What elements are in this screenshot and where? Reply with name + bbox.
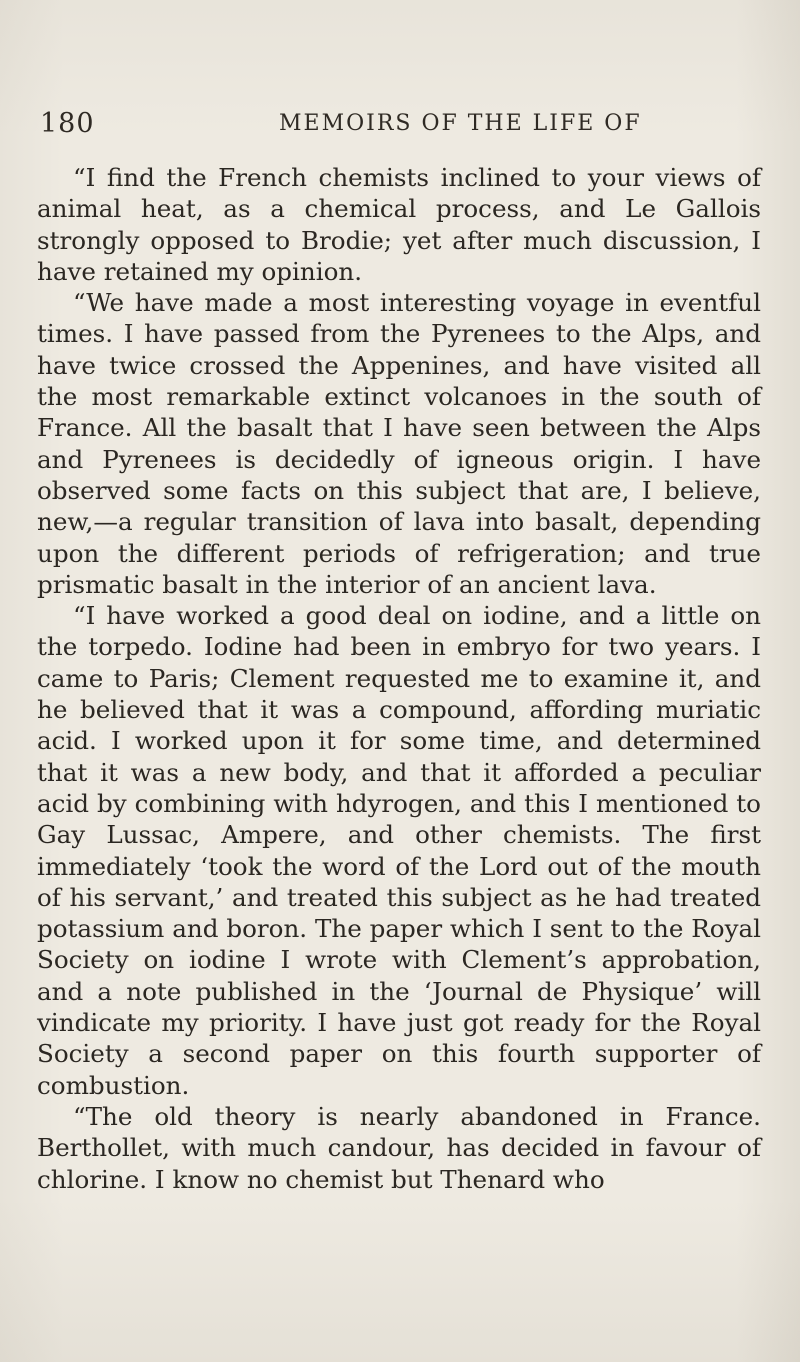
running-head-title: MEMOIRS OF THE LIFE OF [279,111,642,136]
paragraph-iodine: “I have worked a good deal on iodine, and a little on the torpedo. Iodine had been in embryo for two years. I came to Paris; Clement requested me to examine it, and he believed that it was a compound, affording muriatic acid. I worked upon it for some time, and determined that it was a new body, and that it afforded a peculiar acid by combining with hdyrogen, and this I mentioned to Gay Lussac, Ampere, and other chemists. The first immediately ‘took the word of the Lord out of the mouth of his servant,’ and treated this subject as he had treated potassium and boron. The paper which I sent to the Royal Society on iodine I wrote with Clement’s approbation, and a note published in the ‘Journal de Physique’ will vindicate my priority. I have just got ready for the Royal Society a second paper on this fourth supporter of combustion. [37,601,761,1100]
running-head [37,108,767,148]
paragraph-animal-heat: “I find the French chemists inclined to your views of animal heat, as a chemical process, and Le Gallois strongly opposed to Brodie; yet after much discussion, I have retained my opinion. [37,163,761,286]
page-number: 180 [40,108,95,139]
body-text [37,162,761,1195]
paragraph-old-theory: “The old theory is nearly abandoned in France. Berthollet, with much candour, has decided in favour of chlorine. I know no chemist but Thenard who [37,1101,761,1194]
paragraph-voyage: “We have made a most interesting voyage in eventful times. I have passed from the Pyrenees to the Alps, and have twice crossed the Appenines, and have visited all the most remarkable extinct volcanoes in the south of France. All the basalt that I have seen between the Alps and Pyrenees is decidedly of igneous origin. I have observed some facts on this subject that are, I believe, new,—a regular transition of lava into basalt, depending upon the different periods of refrigeration; and true prismatic basalt in the interior of an ancient lava. [37,288,761,599]
book-page [37,0,767,1362]
